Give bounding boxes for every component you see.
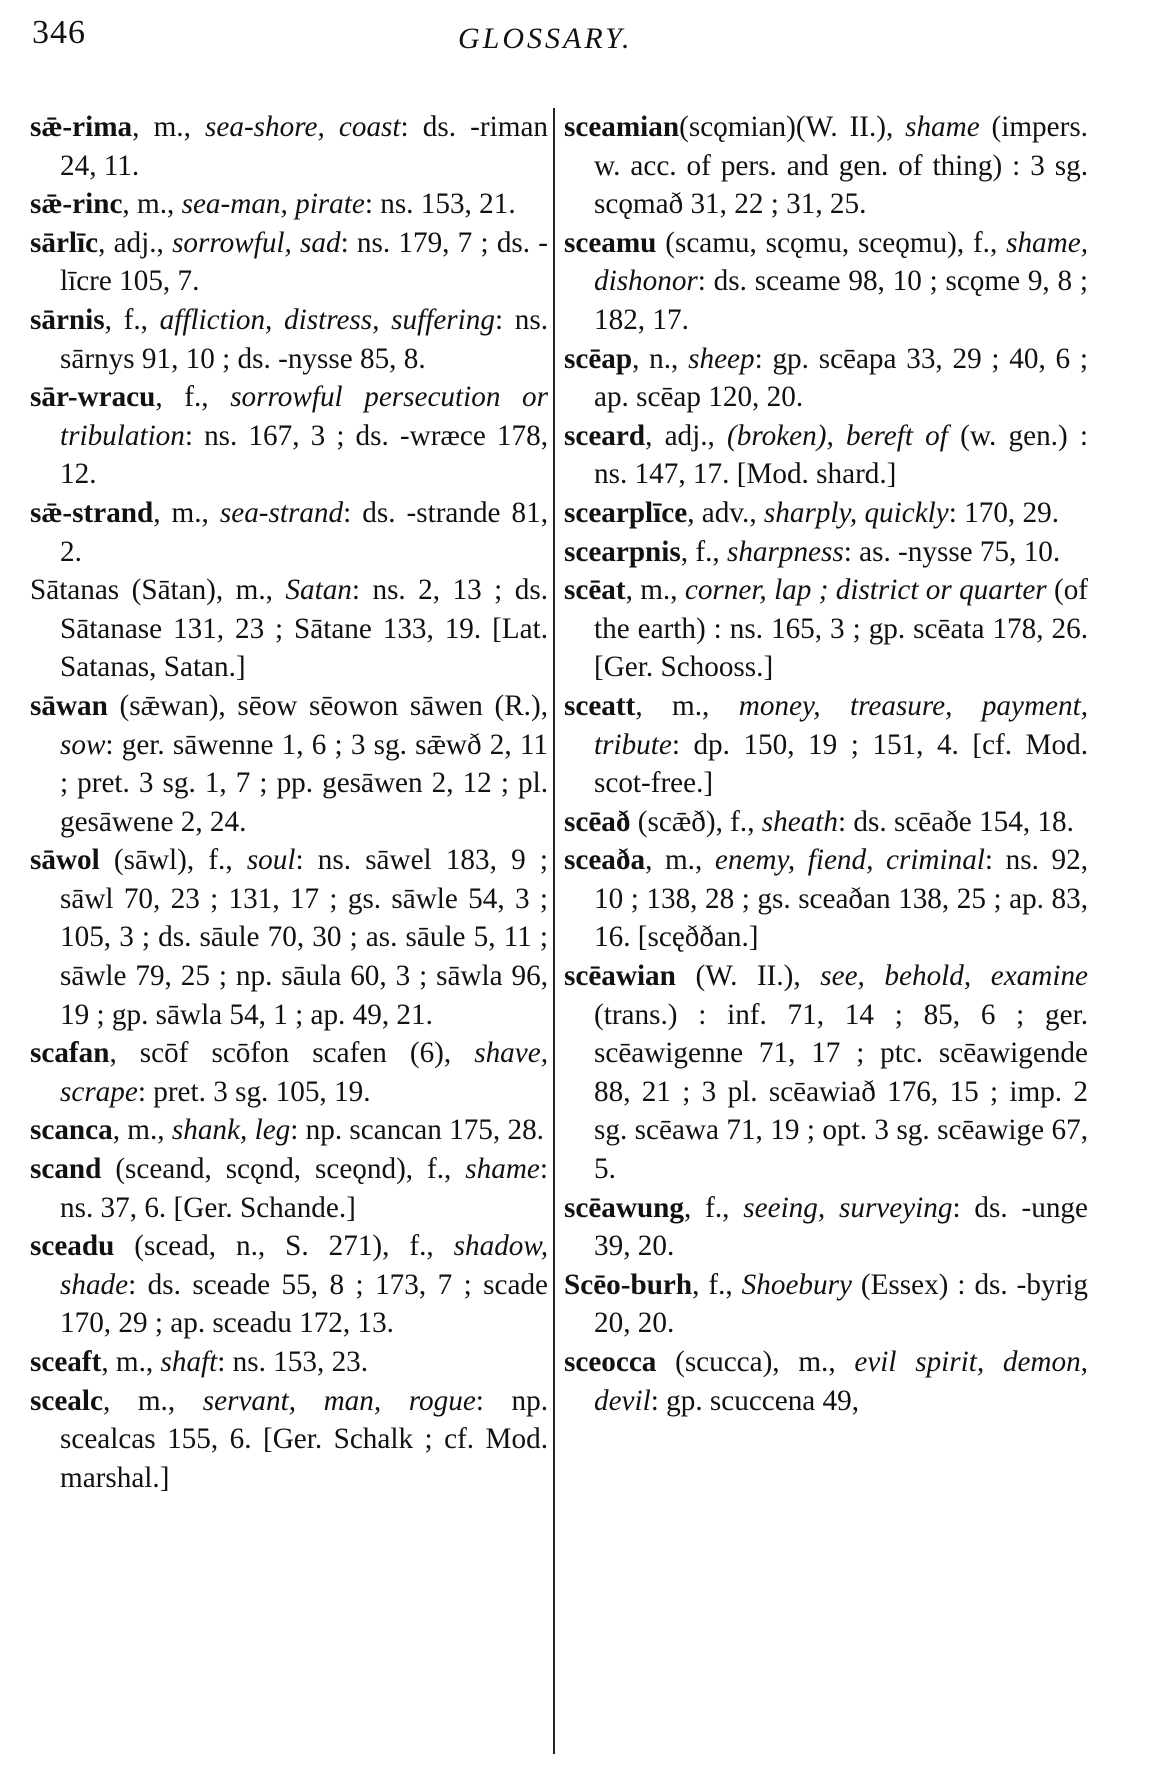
entry-text: , scōf scōfon scafen (6), — [109, 1037, 475, 1070]
headword: sār-wracu — [30, 381, 156, 414]
entry-text: : 170, 29. — [948, 496, 1060, 529]
entry-text: , m., — [645, 844, 715, 877]
headword: sceadu — [30, 1230, 115, 1263]
entry-text: : pret. 3 sg. 105, 19. — [137, 1075, 371, 1108]
entry-text: : ns. 153, 21. — [364, 188, 516, 221]
definition: shadow, shade — [60, 1230, 548, 1301]
entry-text: : as. -nysse 75, 10. — [843, 535, 1061, 568]
glossary-entry — [30, 1227, 548, 1343]
definition: servant, man, rogue — [202, 1384, 476, 1417]
entry-text: , m., — [112, 1114, 172, 1147]
glossary-entry — [564, 417, 1088, 494]
glossary-entry — [564, 108, 1088, 224]
glossary-entry — [564, 1266, 1088, 1343]
entry-text: (sǣwan), sēow sēowon sāwen (R.), — [107, 689, 548, 722]
entry-text: (w. gen.) : ns. 147, 17. [Mod. shard.] — [594, 419, 1089, 491]
definition: soul — [246, 844, 296, 877]
entry-text: : ns. 2, 13 ; ds. Sātanase 131, 23 ; Sātane 133, 19. [Lat. Satanas, Satan.] — [60, 574, 548, 684]
headword: sāwol — [30, 844, 100, 877]
entry-text: : ds. -riman 24, 11. — [60, 111, 548, 182]
glossary-entry — [30, 687, 548, 841]
definition: shave, scrape — [60, 1037, 548, 1108]
glossary-entry — [30, 1343, 548, 1382]
headword: scēat — [564, 574, 626, 607]
headword: sceatt — [564, 689, 636, 722]
entry-text: , f., — [692, 1268, 742, 1301]
glossary-entry — [564, 1343, 1088, 1420]
headword: scealc — [30, 1384, 103, 1417]
definition: shame — [465, 1153, 540, 1186]
entry-text: , adj., — [645, 419, 728, 452]
entry-text: : ns. 167, 3 ; ds. -wræce 178, 12. — [60, 419, 548, 491]
glossary-entry — [564, 571, 1088, 687]
entry-text: , f., — [155, 381, 231, 414]
definition: (broken), bereft of — [727, 419, 948, 452]
entry-text: : ns. sāwel 183, 9 ; sāwl 70, 23 ; 131, 17 ; gs. sāwle 54, 3 ; 105, 3 ; ds. sāule 70, 30 ; as. sāule 5, 11 ; sāwle 79, 25 ; np. sāula 60, 3 ; sāwla 96, 19 ; gp. sāwla 54, 1 ; ap. 49, 21. — [60, 844, 548, 1031]
glossary-entry — [564, 533, 1088, 572]
entry-text: (scǣð), f., — [630, 805, 762, 838]
headword: sārlīc — [30, 226, 99, 259]
entry-text: : ns. 37, 6. [Ger. Schande.] — [60, 1153, 548, 1224]
headword: sǣ-strand — [30, 496, 154, 529]
glossary-entry — [564, 957, 1088, 1189]
definition: enemy, fiend, criminal — [714, 844, 985, 877]
headword: scearplīce — [564, 496, 688, 529]
entry-text: (sceand, scǫnd, sceǫnd), f., — [101, 1153, 466, 1186]
definition: money, treasure, payment, tribute — [594, 689, 1089, 761]
glossary-entry — [564, 687, 1088, 803]
glossary-entry — [564, 841, 1088, 957]
entry-text: (scucca), m., — [656, 1346, 855, 1378]
headword: sceamu — [564, 226, 657, 259]
entry-text: , f., — [680, 535, 727, 568]
glossary-entry — [564, 224, 1088, 340]
definition: sea-man, pirate — [181, 188, 365, 221]
entry-text: : ds. sceame 98, 10 ; scǫme 9, 8 ; 182, 17. — [594, 265, 1088, 336]
definition: evil spirit, demon, devil — [594, 1346, 1088, 1417]
headword: sārnis — [30, 303, 105, 336]
entry-text: : gp. scuccena 49, — [650, 1384, 860, 1417]
entry-text: : ns. 153, 23. — [217, 1346, 369, 1378]
definition: sorrowful persecution or tribulation — [60, 381, 548, 452]
entry-text: : np. scealcas 155, 6. [Ger. Schalk ; cf. Mod. marshal.] — [60, 1384, 549, 1494]
glossary-entry — [30, 108, 548, 185]
entry-text: (of the earth) : ns. 165, 3 ; gp. scēata 178, 26. [Ger. Schooss.] — [594, 574, 1089, 684]
definition: shame, dishonor — [594, 226, 1088, 298]
glossary-entry — [30, 224, 548, 301]
definition: Shoebury — [741, 1268, 852, 1301]
headword: sceaða — [564, 844, 646, 877]
entry-text: : ds. -strande 81, 2. — [60, 496, 549, 568]
headword: sǣ-rima — [30, 111, 133, 143]
glossary-entry — [30, 185, 548, 224]
entry-text: (impers. w. acc. of pers. and gen. of thing) : 3 sg. scǫmað 31, 22 ; 31, 25. — [594, 111, 1088, 221]
headword: scēað — [564, 805, 631, 838]
headword: scearpnis — [564, 535, 681, 568]
definition: Satan — [285, 574, 352, 607]
headword: scand — [30, 1153, 102, 1186]
entry-text: : ds. sceade 55, 8 ; 173, 7 ; scade 170, 29 ; ap. sceadu 172, 13. — [60, 1268, 548, 1340]
entry-text: , f., — [104, 303, 160, 336]
entry-text: , m., — [132, 111, 206, 143]
glossary-entry — [564, 803, 1088, 842]
definition: sharpness — [726, 535, 844, 568]
definition: sea-shore, coast — [205, 111, 401, 143]
entry-text: , m., — [625, 574, 685, 607]
definition: seeing, surveying — [743, 1191, 953, 1224]
definition: corner, lap ; district or quarter — [684, 574, 1047, 607]
entry-text: Sātanas (Sātan), m., — [30, 574, 286, 607]
entry-text: : gp. scēapa 33, 29 ; 40, 6 ; ap. scēap 120, 20. — [594, 342, 1089, 414]
entry-text: , m., — [102, 1384, 203, 1417]
entry-text: , adj., — [98, 226, 173, 259]
entry-text: : ds. scēaðe 154, 18. — [838, 805, 1074, 838]
definition: shame — [905, 111, 980, 143]
definition: sorrowful, sad — [172, 226, 341, 259]
entry-text: : np. scancan 175, 28. — [290, 1114, 544, 1147]
entry-text: (trans.) : inf. 71, 14 ; 85, 6 ; ger. scēawigenne 71, 17 ; ptc. scēawigende 88, 21 ; 3 pl. scēawiað 176, 15 ; imp. 2 sg. scēawa 71, 19 ; opt. 3 sg. scēawige 67, 5. — [594, 998, 1088, 1186]
headword: sceaft — [30, 1346, 102, 1378]
glossary-entry — [30, 378, 548, 494]
definition: sow — [60, 728, 106, 761]
glossary-entry — [30, 494, 548, 571]
entry-text: (Essex) : ds. -byrig 20, 20. — [594, 1268, 1088, 1340]
entry-text: , m., — [122, 188, 182, 221]
entry-text: (scamu, scǫmu, sceǫmu), f., — [656, 226, 1007, 259]
headword: sceamian — [564, 111, 680, 143]
definition: sheep — [688, 342, 755, 375]
headword: sāwan — [30, 689, 108, 722]
right-column — [564, 108, 1088, 1420]
definition: shaft — [160, 1346, 218, 1378]
entry-text: : dp. 150, 19 ; 151, 4. [cf. Mod. scot-free.] — [594, 728, 1088, 800]
headword: Scēo-burh — [564, 1268, 693, 1301]
glossary-entry — [30, 841, 548, 1034]
definition: see, behold, examine — [820, 960, 1088, 993]
headword: sceard — [564, 419, 646, 452]
headword: sǣ-rinc — [30, 188, 123, 221]
headword: scanca — [30, 1114, 113, 1147]
headword: scēawung — [564, 1191, 684, 1224]
entry-text: , m., — [101, 1346, 161, 1378]
column-divider — [553, 108, 555, 1754]
entry-text: : ns. 179, 7 ; ds. -līcre 105, 7. — [60, 226, 548, 298]
entry-text: (W. II.), — [675, 960, 821, 993]
headword: scēawian — [564, 960, 676, 993]
entry-text: : ns. 92, 10 ; 138, 28 ; gs. sceaðan 138, 25 ; ap. 83, 16. [scęððan.] — [594, 844, 1088, 954]
glossary-entry — [564, 494, 1088, 533]
glossary-entry — [30, 1382, 548, 1498]
glossary-entry — [30, 1150, 548, 1227]
entry-text: , n., — [632, 342, 689, 375]
definition: shank, leg — [171, 1114, 291, 1147]
left-column — [30, 108, 548, 1497]
glossary-entry — [30, 1111, 548, 1150]
entry-text: : ger. sāwenne 1, 6 ; 3 sg. sǣwð 2, 11 ; pret. 3 sg. 1, 7 ; pp. gesāwen 2, 12 ; pl. gesāwene 2, 24. — [60, 728, 548, 838]
headword: sceocca — [564, 1346, 657, 1378]
headword: scēap — [564, 342, 633, 375]
entry-text: (sāwl), f., — [99, 844, 247, 877]
definition: sea-strand — [219, 496, 344, 529]
headword: scafan — [30, 1037, 110, 1070]
entry-text: : ns. sārnys 91, 10 ; ds. -nysse 85, 8. — [60, 303, 548, 375]
entry-text: (scead, n., S. 271), f., — [114, 1230, 454, 1263]
entry-text: , m., — [635, 689, 739, 722]
definition: affliction, distress, suffering — [159, 303, 495, 336]
glossary-entry — [30, 1034, 548, 1111]
running-head: GLOSSARY. — [458, 22, 633, 55]
definition: sheath — [761, 805, 839, 838]
entry-text: , adv., — [687, 496, 764, 529]
entry-text: (scǫmian)(W. II.), — [679, 111, 906, 143]
glossary-entry — [564, 340, 1088, 417]
entry-text: , f., — [684, 1191, 744, 1224]
glossary-entry — [30, 571, 548, 687]
entry-text: : ds. -unge 39, 20. — [594, 1191, 1088, 1263]
entry-text: , m., — [153, 496, 220, 529]
page-number: 346 — [32, 14, 86, 51]
glossary-entry — [564, 1189, 1088, 1266]
glossary-entry — [30, 301, 548, 378]
definition: sharply, quickly — [763, 496, 949, 529]
